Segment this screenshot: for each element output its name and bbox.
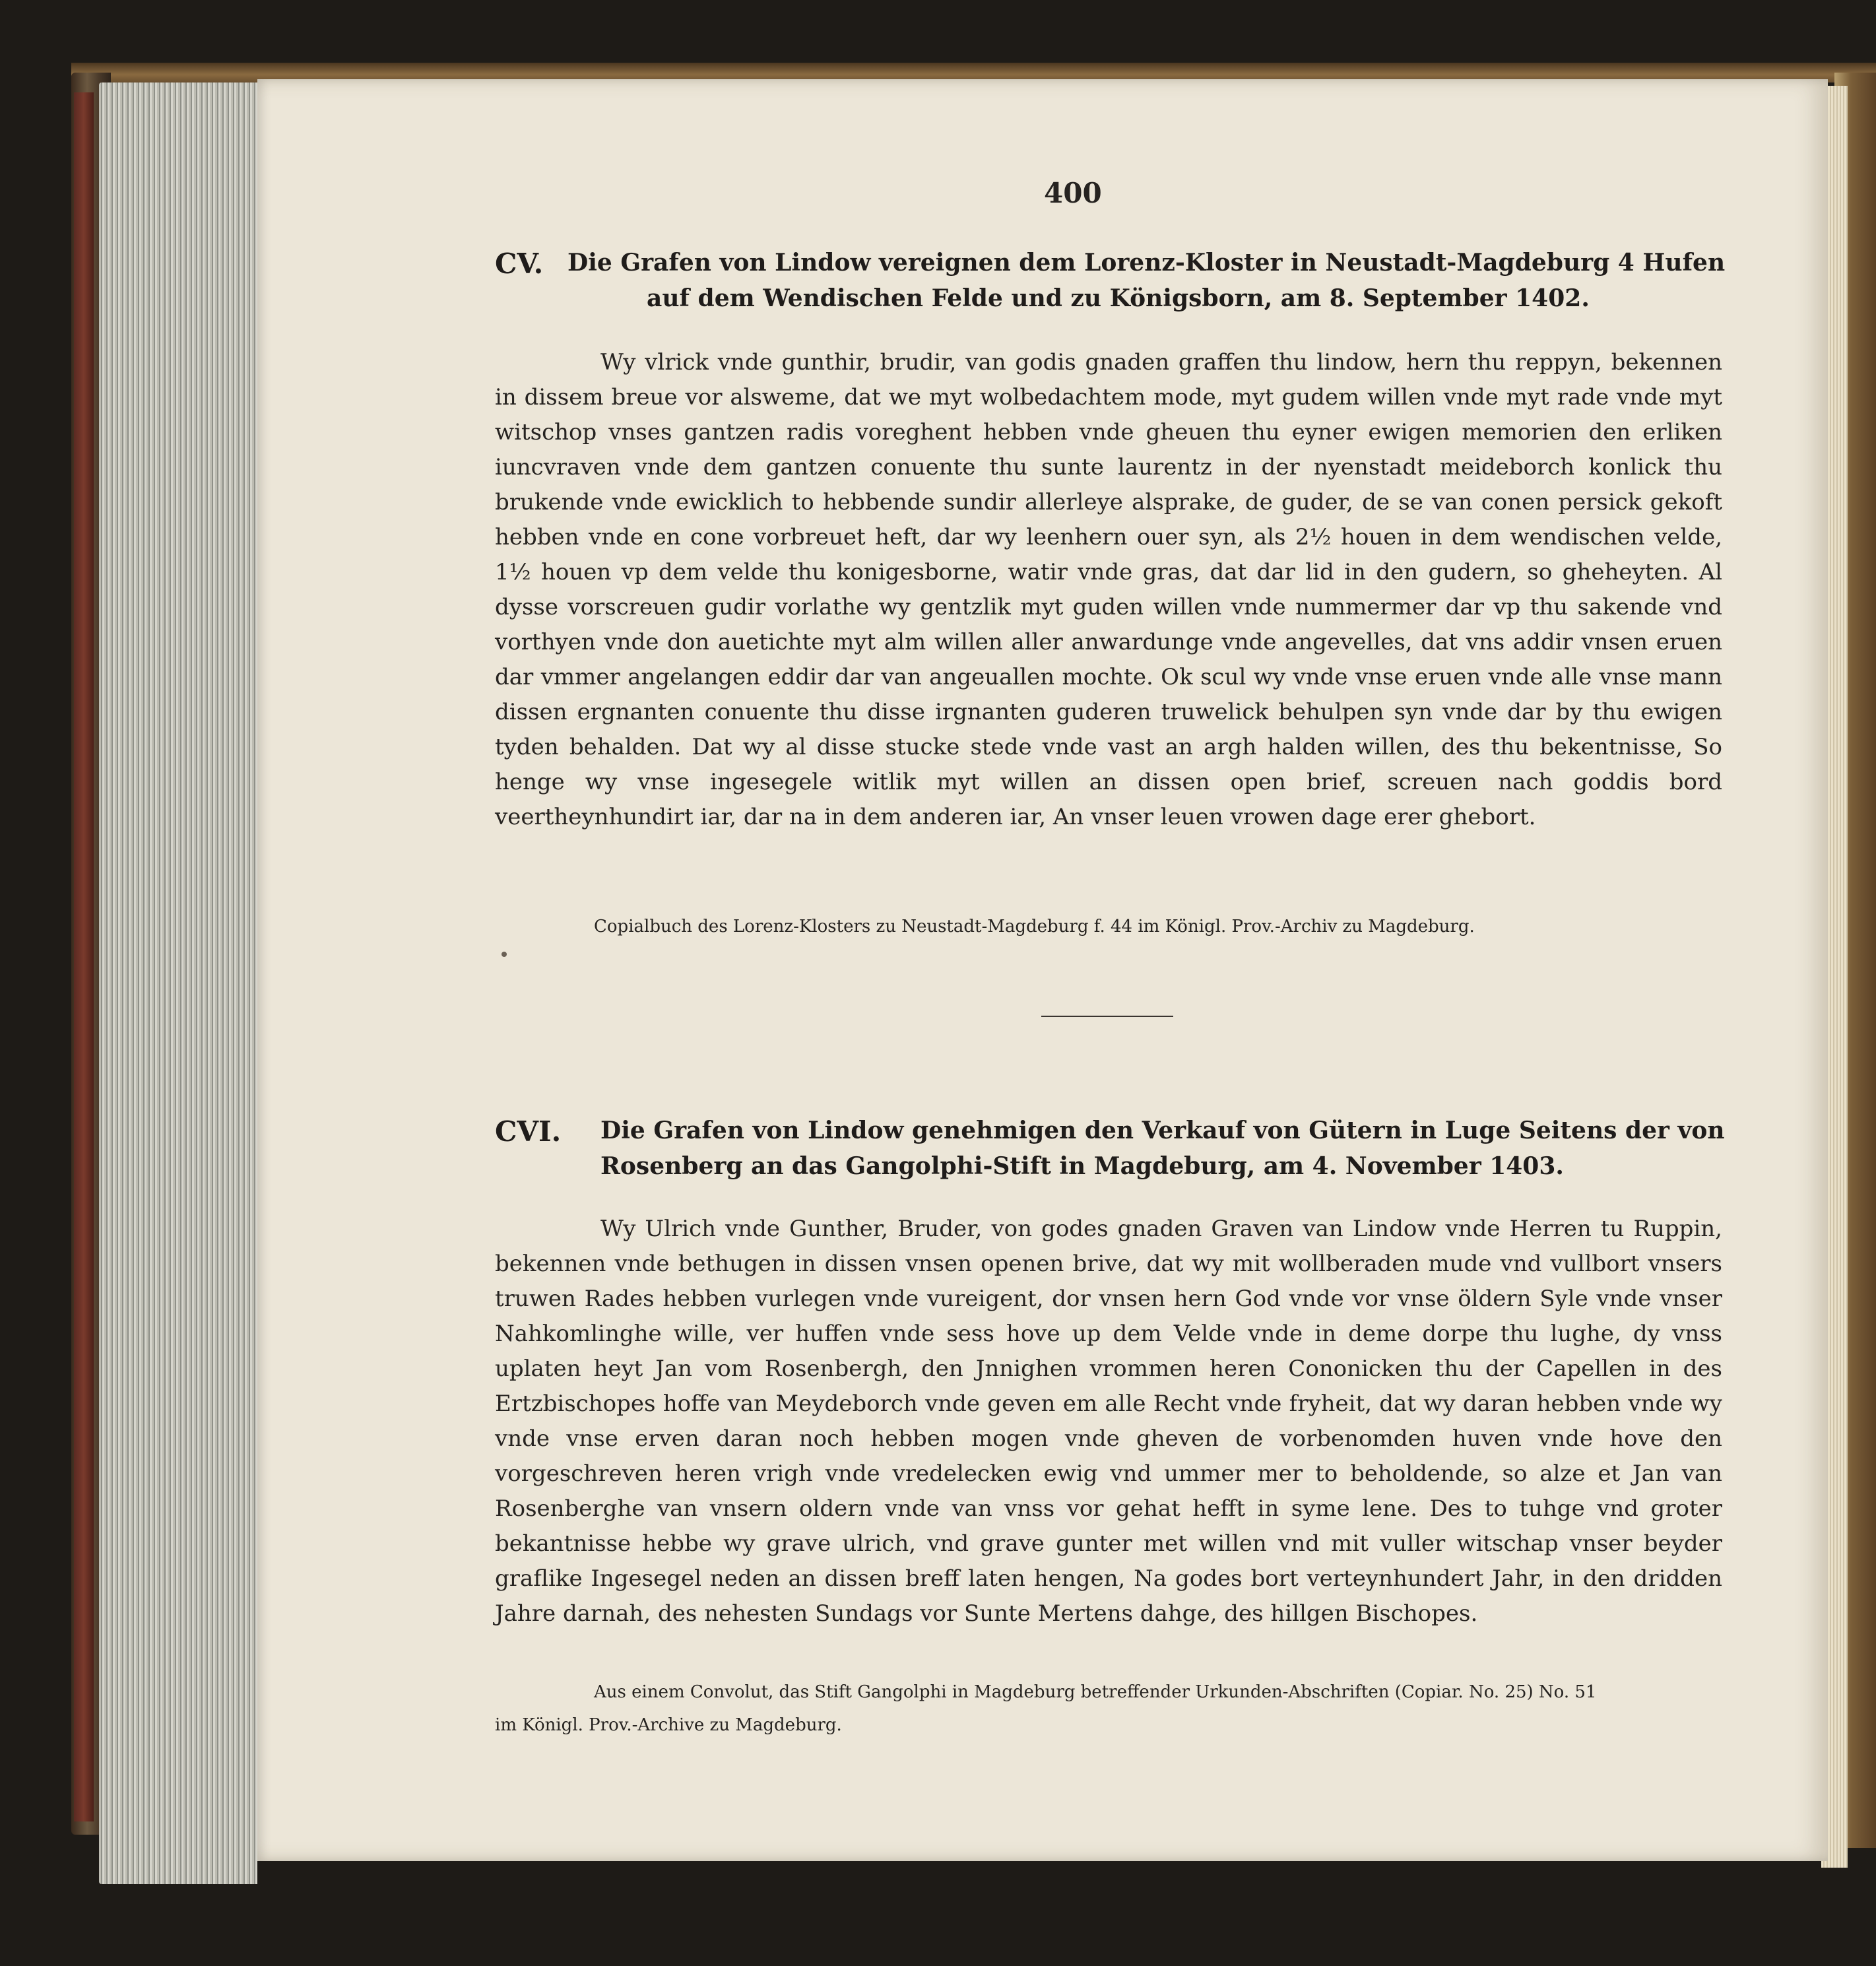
section-cvi-number: CVI. — [495, 1115, 562, 1148]
section-cv-number: CV. — [495, 247, 544, 280]
section-cvi-title-line2: Rosenberg an das Gangolphi-Stift in Magdeburg, am 4. November 1403. — [600, 1152, 1564, 1180]
page-number: 400 — [1044, 177, 1102, 209]
section-divider — [1041, 1016, 1173, 1017]
section-cv-title-line1: Die Grafen von Lindow vereignen dem Lorenz-Kloster in Neustadt-Magdeburg 4 Hufen — [567, 249, 1726, 277]
page-stack-left — [99, 82, 257, 1884]
section-cvi-text: Wy Ulrich vnde Gunther, Bruder, von godes gnaden Graven van Lindow vnde Herren tu Ruppin, bekennen vnde bethugen in dissen vnsen openen brive, dat wy mit wollberaden mude vnd vullbort vnsers truwen Rades hebben vurlegen vnde vureigent, dor vnsen hern God vnde vor vnse öldern Syle vnde vnser Nahkomlinghe wille, ver huffen vnde sess hove up dem Velde vnde in deme dorpe thu lughe, dy vnss uplaten heyt Jan vom Rosenbergh, den Jnnighen vrommen heren Cononicken thu der Capellen in des Ertzbischopes hoffe van Meydeborch vnde geven em alle Recht vnde fryheit, dat wy daran hebben vnde wy vnde vnse erven daran noch hebben mogen vnde gheven de vorbenomden huven vnde hove den vorgeschreven heren vrigh vnde vredelecken ewig vnd ummer mer to beholdende, so alze et Jan van Rosenberghe van vnsern oldern vnde van vnss vor gehat hefft in syme lene. Des to tuhge vnd groter bekantnisse hebbe wy grave ulrich, vnd grave gunter met willen vnd mit vuller witschap vnser beyder graflike Ingesegel neden an dissen breff laten hengen, Na godes bort verteynhundert Jahr, in den dridden Jahre darnah, des nehesten Sundags vor Sunte Mertens dahge, des hillgen Bischopes. — [495, 1216, 1722, 1627]
book-spine-binding — [74, 92, 94, 1821]
section-cvi-title-line1: Die Grafen von Lindow genehmigen den Verkauf von Gütern in Luge Seitens der von — [600, 1117, 1725, 1144]
section-cv-heading — [495, 247, 1726, 320]
section-cv-title-line2: auf dem Wendischen Felde und zu Königsborn, am 8. September 1402. — [647, 284, 1590, 312]
section-cvi-source-line1: Aus einem Convolut, das Stift Gangolphi in Magdeburg betreffender Urkunden-Abschriften (Copiar. No. 25) No. 51 — [594, 1682, 1597, 1702]
ink-dot — [501, 952, 507, 957]
section-cvi-source-line2: im Königl. Prov.-Archive zu Magdeburg. — [495, 1715, 842, 1735]
section-cv-text: Wy vlrick vnde gunthir, brudir, van godis gnaden graffen thu lindow, hern thu reppyn, bekennen in dissem breue vor alsweme, dat we myt wolbedachtem mode, myt gudem willen vnde myt rade vnde myt witschop vnses gantzen radis voreghent hebben vnde gheuen thu eyner ewigen memorien den erliken iuncvraven vnde dem gantzen conuente thu sunte laurentz in der nyenstadt meideborch konlick thu brukende vnde ewicklich to hebbende sundir allerleye alsprake, de guder, de se van conen persick gekoft hebben vnde en cone vorbreuet heft, dar wy leenhern ouer syn, als 2½ houen in dem wendischen velde, 1½ houen vp dem velde thu konigesborne, watir vnde gras, dat dar lid in den gudern, so gheheyten. Al dysse vorscreuen gudir vorlathe wy gentzlik myt guden willen vnde nummermer dar vp thu sakende vnd vorthyen vnde don auetichte myt alm willen aller anwardunge vnde angevelles, dat vns addir vnsen eruen dar vmmer angelangen eddir dar van angeuallen mochte. Ok scul wy vnde vnse eruen vnde alle vnse mann dissen ergnanten conuente thu disse irgnanten guderen truwelick behulpen syn vnde dar by thu ewigen tyden behalden. Dat wy al disse stucke stede vnde vast an argh halden willen, des thu bekentnisse, So henge wy vnse ingesegele witlik myt willen an dissen open brief, screuen nach goddis bord veertheynhundirt iar, dar na in dem anderen iar, An vnser leuen vrowen dage erer ghebort. — [495, 349, 1722, 830]
section-cv-source: Copialbuch des Lorenz-Klosters zu Neustadt-Magdeburg f. 44 im Königl. Prov.-Archiv zu Magdeburg. — [594, 917, 1475, 936]
section-cvi-heading — [495, 1115, 1725, 1188]
